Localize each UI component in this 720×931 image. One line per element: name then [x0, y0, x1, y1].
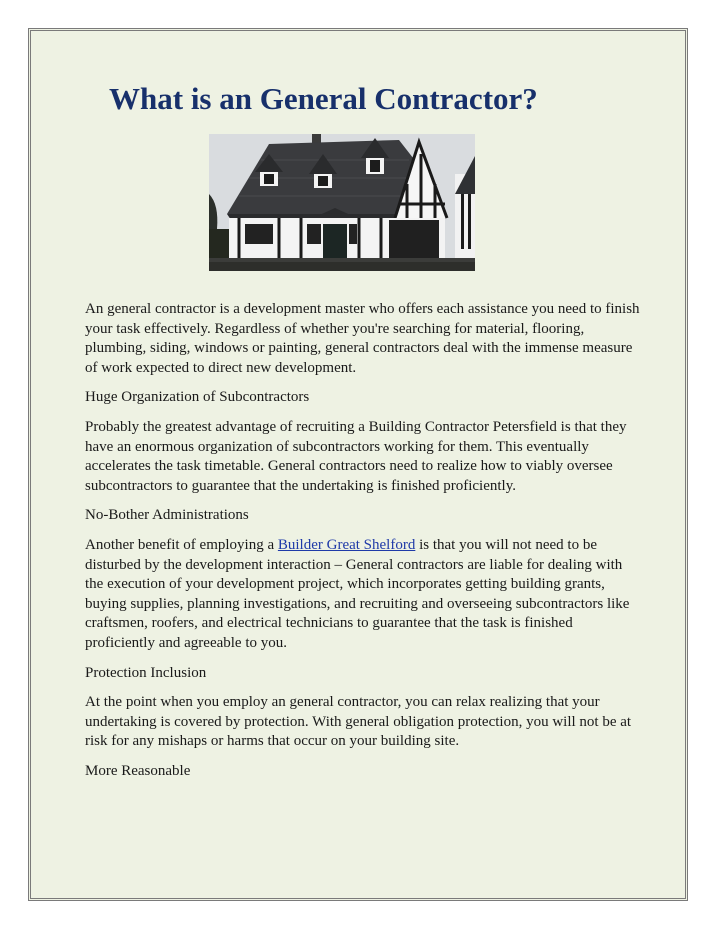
section-heading-subcontractors: Huge Organization of Subcontractors [85, 389, 310, 406]
section-heading-protection: Protection Inclusion [85, 664, 207, 681]
house-photo [209, 134, 475, 271]
paragraph-protection: At the point when you employ an general contractor, you can relax realizing that your undertaking is covered by protection. With general obligation protection, you will not be at risk for any mishaps or harms that occur on your building site. [85, 694, 632, 750]
section-heading-reasonable: More Reasonable [85, 762, 191, 779]
page-title: What is an General Contractor? [109, 81, 538, 116]
builder-great-shelford-link[interactable]: Builder Great Shelford [277, 536, 416, 553]
paragraph-administrations [85, 536, 640, 654]
article-body [85, 300, 640, 791]
paragraph-administrations-end: is that you will not need to be disturbed by the development interaction – General contractors are liable for dealing with the execution of your development project, which incorporates getting building grants, buying supplies, planning investigations, and recruiting and overseeing subcontractors like craftsmen, roofers, and electrical technicians to guarantee that the task is finished proficiently and agreeable to you. [85, 536, 630, 651]
paragraph-subcontractors: Probably the greatest advantage of recruiting a Building Contractor Petersfield is that they have an enormous organization of subcontractors working for them. This eventually accelerates the task timetable. General contractors need to realize how to viably oversee subcontractors to guarantee that the undertaking is finished proficiently. [85, 418, 627, 494]
section-heading-administrations: No-Bother Administrations [85, 507, 249, 524]
intro-paragraph: An general contractor is a development master who offers each assistance you need to finish your task effectively. Regardless of whether you're searching for material, flooring, plumbing, siding, windows or painting, general contractors deal with the immense measure of work expected to direct new development. [85, 301, 640, 376]
paragraph-administrations-start: Another benefit of employing a [85, 536, 278, 553]
